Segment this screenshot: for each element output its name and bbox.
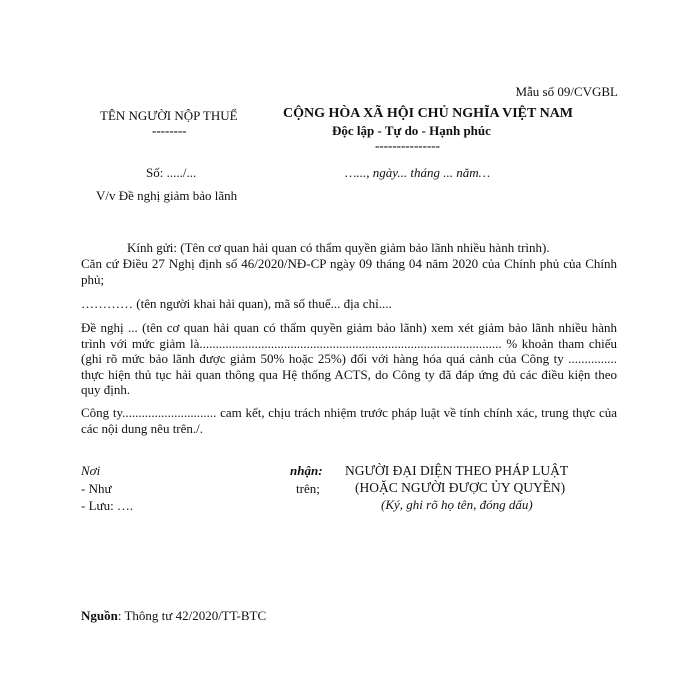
recipients-label-suffix: nhận: [290, 463, 323, 478]
nation-title: CỘNG HÒA XÃ HỘI CHỦ NGHĨA VIỆT NAM [283, 106, 574, 121]
taxpayer-dashes: -------- [152, 123, 187, 138]
request-paragraph: Đề nghị ... (tên cơ quan hải quan có thẩm quyền giảm bảo lãnh) xem xét giảm bảo lãnh nhiều hành trình với mức giảm là............................................................................................. % khoản tham chiếu (ghi rõ mức bảo lãnh được giảm 50% hoặc 25%) đối với hàng hóa quá cảnh của Công ty ............... thực hiện thủ tục hải quan thông qua Hệ thống ACTS, do Công ty đã đáp ứng đủ các điều kiện theo quy định. [81, 320, 617, 397]
commitment-paragraph: Công ty............................. cam kết, chịu trách nhiệm trước pháp luật về tính chính xác, trung thực của các nội dung nêu trên./. [81, 405, 617, 436]
source-line [81, 608, 266, 624]
document-number: Số: ...../... [146, 165, 197, 180]
recipient-item-suffix: trên; [296, 481, 320, 496]
signature-subtitle: (HOẶC NGƯỜI ĐƯỢC ỦY QUYỀN) [355, 480, 566, 495]
nation-motto: Độc lập - Tự do - Hạnh phúc [332, 123, 491, 138]
recipient-archive: - Lưu: …. [81, 498, 134, 513]
source-label: Nguồn [81, 608, 118, 623]
form-code: Mẫu số 09/CVGBL [515, 84, 618, 99]
recipient-item: - Như [81, 481, 112, 496]
signature-instruction: (Ký, ghi rõ họ tên, đóng dấu) [381, 497, 533, 512]
declarant-paragraph: ………… (tên người khai hải quan), mã số thuế... địa chỉ.... [81, 296, 392, 311]
recipients-label: Nơi [81, 463, 101, 478]
legal-basis-paragraph: Căn cứ Điều 27 Nghị định số 46/2020/NĐ-CP ngày 09 tháng 04 năm 2020 của Chính phủ của Chính phủ; [81, 256, 617, 287]
signature-title: NGƯỜI ĐẠI DIỆN THEO PHÁP LUẬT [345, 463, 569, 478]
taxpayer-name-heading: TÊN NGƯỜI NỘP THUẾ [100, 108, 238, 123]
nation-dashes: --------------- [375, 138, 440, 153]
greeting: Kính gửi: (Tên cơ quan hải quan có thẩm quyền giảm bảo lãnh nhiều hành trình). [127, 240, 550, 255]
subject-line: V/v Đề nghị giảm bảo lãnh [96, 188, 238, 203]
source-text: : Thông tư 42/2020/TT-BTC [117, 608, 267, 623]
date-line: …..., ngày... tháng ... năm… [345, 165, 491, 180]
